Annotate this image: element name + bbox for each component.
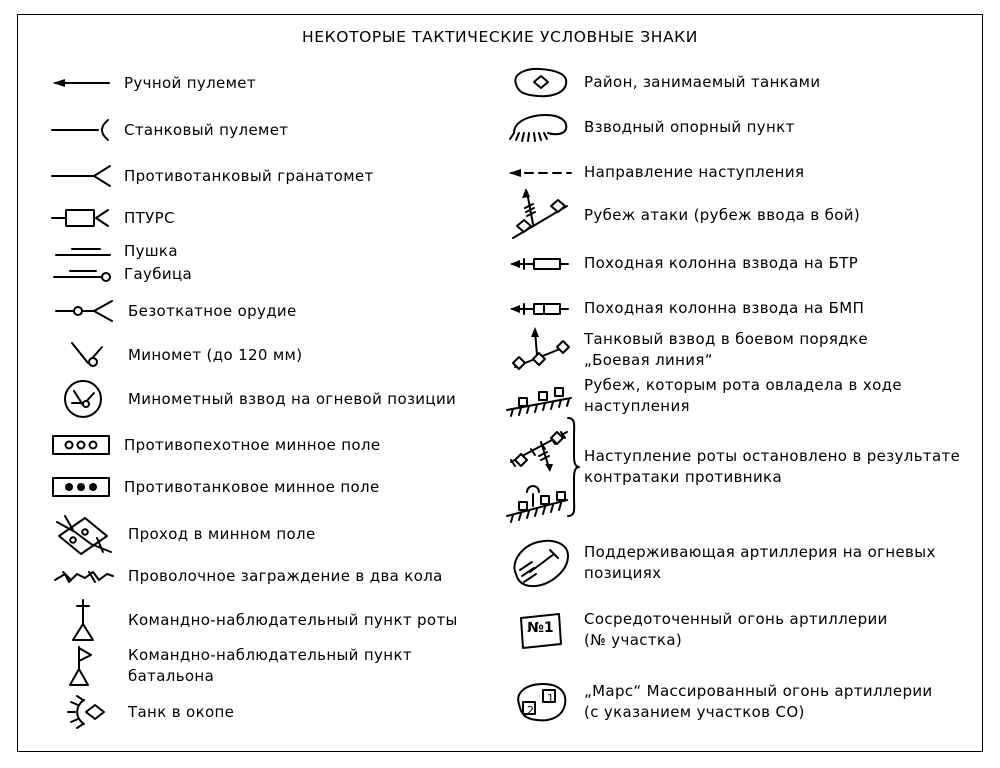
legend-item-heavy-mg: [38, 118, 288, 142]
legend-label-line1: Сосредоточенный огонь артиллерии: [584, 610, 888, 628]
legend-label: Станковый пулемет: [124, 120, 289, 139]
tank-platoon-icon: [496, 326, 584, 374]
legend-label: Проход в минном поле: [128, 524, 316, 543]
supporting-artillery-icon: [496, 536, 584, 590]
legend-label: Направление наступления: [584, 163, 805, 181]
legend-label: Походная колонна взвода на БТР: [584, 254, 859, 272]
wire-obstacle-icon: [38, 567, 128, 587]
legend-item-battalion-cp: [38, 645, 412, 687]
dug-in-tank-icon: [38, 694, 128, 730]
sector-number-1: 1: [547, 692, 554, 705]
legend-item-attack-direction: [496, 162, 804, 183]
legend-label: Взводный опорный пункт: [584, 117, 795, 136]
legend-label: Походная колонна взвода на БМП: [584, 299, 865, 317]
legend-item-halted-advance-label: [584, 446, 960, 488]
legend-item-atgm: [38, 205, 175, 231]
recoilless-icon: [38, 300, 128, 322]
legend-item-supporting-artillery: [496, 536, 936, 590]
legend-label-line1: Рубеж, которым рота овладела в ходе: [584, 376, 902, 394]
legend-item-ifv-column: [496, 298, 864, 319]
legend-label-line2: „Боевая линия“: [584, 351, 713, 369]
fork-icon: [38, 164, 124, 188]
legend-label-line1: Командно-наблюдательный пункт: [128, 646, 412, 664]
page-title: НЕКОТОРЫЕ ТАКТИЧЕСКИЕ УСЛОВНЫЕ ЗНАКИ: [302, 28, 698, 46]
mortar-platoon-icon: [38, 380, 128, 418]
legend-label-line2: (№ участка): [584, 631, 683, 649]
seized-line-icon: [496, 374, 584, 418]
legend-label-line2: батальона: [128, 667, 215, 685]
legend-label-line2: наступления: [584, 397, 690, 415]
attack-line-icon: [496, 186, 584, 244]
antitank-mine-icon: [38, 475, 124, 499]
company-command-post-icon: [38, 598, 128, 642]
platoon-strongpoint-icon: [496, 110, 584, 144]
sector-number-2: 2: [527, 704, 534, 717]
trident-icon: [38, 118, 124, 142]
legend-label-line2: контратаки противника: [584, 468, 782, 486]
legend-label-line1: „Марс“ Массированный огонь артиллерии: [584, 682, 933, 700]
legend-label-line1: Танковый взвод в боевом порядке: [584, 330, 868, 348]
legend-label: Противотанковое минное поле: [124, 477, 380, 496]
legend-label: Район, занимаемый танками: [584, 72, 821, 91]
dashed-arrow-icon: [496, 163, 584, 183]
antipersonnel-mine-icon: [38, 433, 124, 457]
legend-label-line2: позициях: [584, 564, 662, 582]
mass-fire-icon: [496, 678, 584, 726]
legend-label: Пушка: [124, 242, 178, 260]
legend-label: Ручной пулемет: [124, 73, 256, 92]
legend-item-at-minefield: [38, 475, 380, 499]
legend-item-seized-line: [496, 374, 902, 418]
legend-item-concentrated-fire: [496, 606, 888, 654]
legend-label: Миномет (до 120 мм): [128, 345, 303, 364]
arrow-left-icon: [38, 72, 124, 94]
legend-label: Минометный взвод на огневой позиции: [128, 389, 457, 408]
legend-label-line1: Наступление роты остановлено в результате: [584, 447, 961, 465]
legend-label: Проволочное заграждение в два кола: [128, 567, 443, 585]
legend-label: Противотанковый гранатомет: [124, 166, 374, 185]
legend-item-mortar-platoon: [38, 380, 456, 418]
ifv-column-icon: [496, 299, 584, 319]
minefield-passage-icon: [38, 513, 128, 555]
battalion-command-post-icon: [38, 645, 128, 687]
atgm-box-icon: [38, 205, 124, 231]
legend-item-apc-column: [496, 253, 858, 274]
howitzer-icon: [38, 267, 124, 283]
legend-label: Рубеж атаки (рубеж ввода в бой): [584, 205, 861, 224]
legend-label: Танк в окопе: [128, 702, 235, 721]
legend-label: Противопехотное минное поле: [124, 435, 381, 454]
legend-item-dug-in-tank: [38, 694, 234, 730]
legend-item-howitzer: [38, 264, 192, 285]
legend-label: Безоткатное орудие: [128, 301, 297, 320]
legend-label: Командно-наблюдательный пункт роты: [128, 610, 458, 629]
apc-column-icon: [496, 254, 584, 274]
sector-number: №1: [527, 620, 554, 636]
legend-item-at-grenade: [38, 164, 374, 188]
legend-item-wire-obstacle: [38, 566, 443, 587]
legend-label: Гаубица: [124, 265, 193, 283]
legend-item-ap-minefield: [38, 433, 380, 457]
legend-item-mass-fire: [496, 678, 933, 726]
tank-area-icon: [496, 66, 584, 98]
legend-item-minefield-passage: [38, 513, 316, 555]
legend-label-line1: Поддерживающая артиллерия на огневых: [584, 543, 936, 561]
legend-item-company-cp: [38, 598, 458, 642]
concentrated-fire-icon: [496, 606, 584, 654]
cannon-icon: [38, 245, 124, 259]
legend-item-hand-mg: [38, 72, 256, 94]
legend-item-recoilless: [38, 300, 297, 322]
legend-item-attack-line: [496, 186, 860, 244]
legend-label: ПТУРС: [124, 208, 175, 227]
mortar-icon: [38, 340, 128, 370]
legend-item-mortar: [38, 340, 302, 370]
brace-icon: [566, 416, 580, 518]
legend-item-tank-platoon: [496, 326, 868, 374]
legend-item-cannon: [38, 241, 178, 262]
legend-label-line2: (с указанием участков СО): [584, 703, 805, 721]
legend-item-platoon-strongpoint: [496, 110, 795, 144]
legend-item-tank-area: [496, 66, 820, 98]
